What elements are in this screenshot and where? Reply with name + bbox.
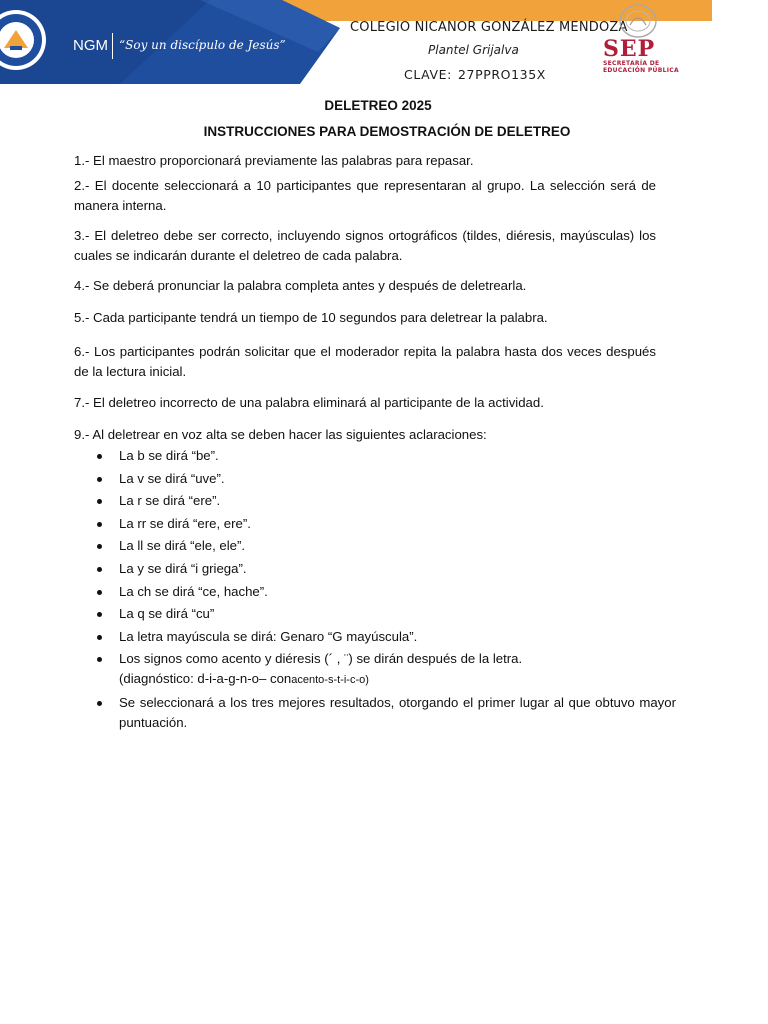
list-item: La r se dirá “ere”.	[94, 491, 676, 511]
document-subtitle: INSTRUCCIONES PARA DEMOSTRACIÓN DE DELETREO	[203, 124, 571, 139]
document-header	[0, 0, 768, 90]
instruction-7: 7.- El deletreo incorrecto de una palabra eliminará al participante de la actividad.	[74, 395, 544, 410]
header-divider	[112, 33, 113, 59]
instructions-body	[74, 151, 656, 445]
list-item: La q se dirá “cu”	[94, 604, 676, 624]
school-key	[404, 67, 552, 82]
instruction-3: 3.- El deletreo debe ser correcto, incluyendo signos ortográficos (tildes, diéresis, mayúsculas) los cuales se indicarán durante el deletreo de cada palabra.	[74, 228, 656, 263]
school-abbreviation: NGM	[73, 37, 108, 54]
list-item	[94, 649, 676, 690]
instruction-1: 1.- El maestro proporcionará previamente las palabras para repasar.	[74, 153, 474, 168]
accent-example-note	[119, 669, 676, 690]
accent-example-prefix: (diagnóstico: d-i-a-g-n-o– con	[119, 671, 292, 687]
list-item: Se seleccionará a los tres mejores resultados, otorgando el primer lugar al que obtuvo mayor puntuación.	[94, 693, 676, 733]
list-item: La rr se dirá “ere, ere”.	[94, 514, 676, 534]
campus-name: Plantel Grijalva	[428, 43, 519, 57]
school-key-value: 27PPRO135X	[458, 67, 546, 82]
sep-logo-line-1: SECRETARÍA DE	[603, 60, 660, 67]
instruction-6: 6.- Los participantes podrán solicitar que el moderador repita la palabra hasta dos veces después de la lectura inicial.	[74, 344, 656, 379]
school-key-label: CLAVE:	[404, 67, 452, 82]
school-name: COLEGIO NICANOR GONZÁLEZ MENDOZA	[350, 20, 628, 35]
school-motto: “Soy un discípulo de Jesús”	[119, 38, 286, 52]
sep-logo-line-2: EDUCACIÓN PÚBLICA	[603, 67, 679, 74]
school-crest-icon	[0, 8, 56, 72]
list-item: La b se dirá “be”.	[94, 446, 676, 466]
accent-example-suffix: acento-s-t-i-c-o)	[291, 674, 369, 687]
instruction-2: 2.- El docente seleccionará a 10 participantes que representaran al grupo. La selección será de manera interna.	[74, 178, 656, 213]
document-title: DELETREO 2025	[324, 98, 432, 113]
instruction-4: 4.- Se deberá pronunciar la palabra completa antes y después de deletrearla.	[74, 278, 527, 293]
list-item: La v se dirá “uve”.	[94, 469, 676, 489]
list-item: La y se dirá “i griega”.	[94, 559, 676, 579]
national-seal-icon	[612, 3, 664, 39]
accent-rule-text: Los signos como acento y diéresis (´ , ¨) se dirán después de la letra.	[119, 651, 523, 667]
sep-logo	[603, 38, 679, 74]
instruction-9: 9.- Al deletrear en voz alta se deben hacer las siguientes aclaraciones:	[74, 427, 487, 442]
spelling-clarifications-list	[94, 446, 676, 736]
sep-logo-word: SEP	[603, 36, 656, 62]
list-item: La letra mayúscula se dirá: Genaro “G mayúscula”.	[94, 627, 676, 647]
list-item: La ch se dirá “ce, hache”.	[94, 582, 676, 602]
list-item: La ll se dirá “ele, ele”.	[94, 536, 676, 556]
instruction-5: 5.- Cada participante tendrá un tiempo de 10 segundos para deletrear la palabra.	[74, 310, 548, 325]
